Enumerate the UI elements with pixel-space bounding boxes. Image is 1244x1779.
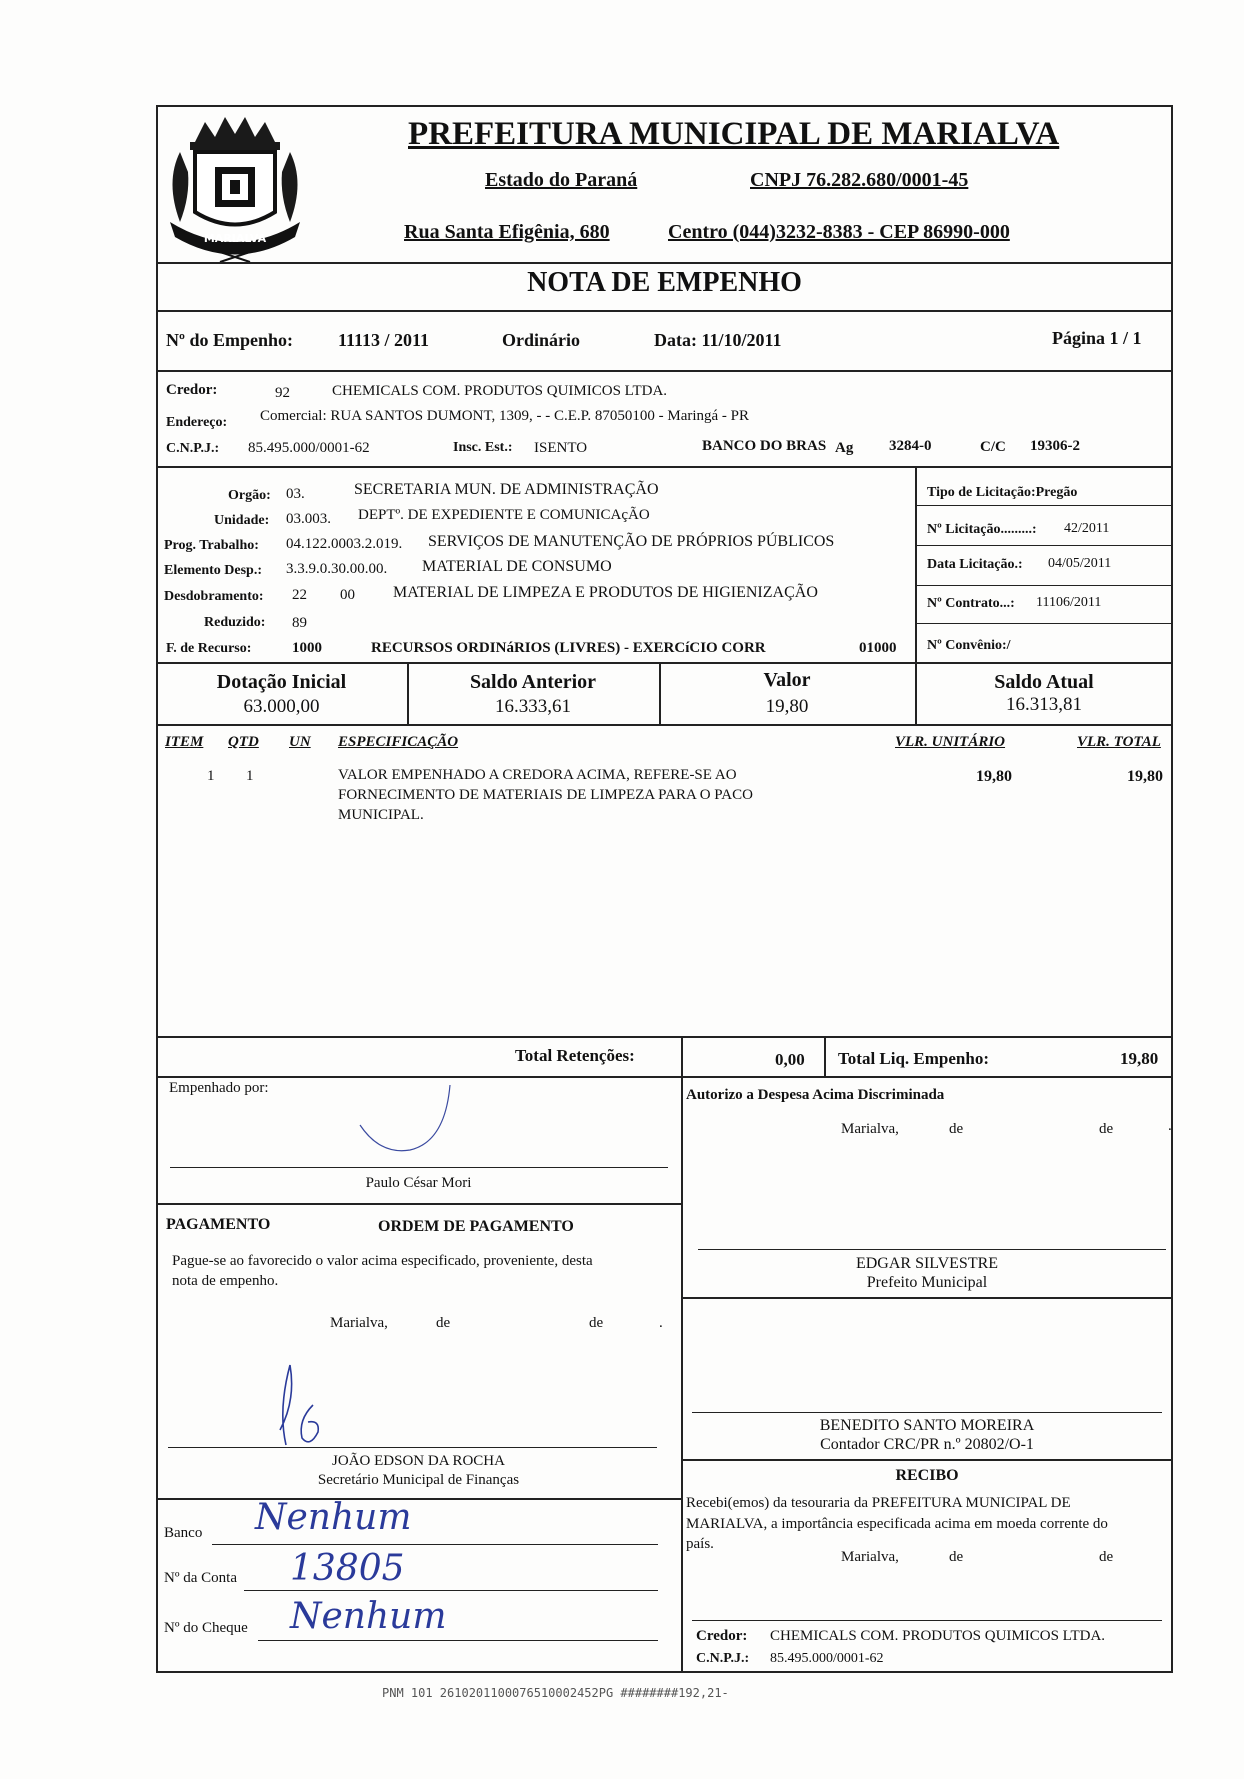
- ordem-pagamento-label: ORDEM DE PAGAMENTO: [378, 1218, 574, 1235]
- unidade-value: DEPTº. DE EXPEDIENTE E COMUNICAçÃO: [358, 507, 650, 523]
- unidade-code: 03.003.: [286, 511, 331, 527]
- elemento-value: MATERIAL DE CONSUMO: [422, 558, 612, 575]
- recibo-label: RECIBO: [895, 1467, 959, 1484]
- vlr-unitario-header: VLR. UNITÁRIO: [895, 734, 1006, 750]
- saldo-atual-value: 16.313,81: [1006, 694, 1082, 715]
- recibo-de2: de: [1099, 1549, 1114, 1565]
- desdobramento-code1: 22: [292, 587, 307, 603]
- orgao-label: Orgão:: [228, 488, 271, 503]
- banco-field-value: Nenhum: [255, 1497, 412, 1538]
- prog-value: SERVIÇOS DE MANUTENÇÃO DE PRÓPRIOS PÚBLICOS: [428, 533, 835, 550]
- licitacao-data: 04/05/2011: [1048, 556, 1112, 571]
- conta-label: C/C: [980, 439, 1006, 455]
- desdobramento-code2: 00: [340, 587, 355, 603]
- cnpj-label: CNPJ 76.282.680/0001-45: [750, 169, 969, 191]
- recibo-credor-value: CHEMICALS COM. PRODUTOS QUIMICOS LTDA.: [770, 1628, 1106, 1644]
- empenhado-por-name: Paulo César Mori: [365, 1175, 472, 1191]
- saldo-anterior-label: Saldo Anterior: [469, 671, 597, 693]
- recibo-city: Marialva,: [841, 1549, 899, 1565]
- contrato-value: 11106/2011: [1036, 595, 1102, 610]
- handwritten-initials-icon: [268, 1360, 328, 1450]
- saldo-anterior-value: 16.333,61: [495, 696, 571, 717]
- page-number: Página 1 / 1: [1052, 328, 1142, 348]
- especificacao-header: ESPECIFICAÇÃO: [338, 734, 459, 750]
- valor-value: 19,80: [765, 696, 809, 717]
- contador-role: Contador CRC/PR n.º 20802/O-1: [820, 1436, 1034, 1453]
- total-liquido-value: 19,80: [1120, 1049, 1159, 1068]
- address-rest: Centro (044)3232-8383 - CEP 86990-000: [668, 221, 1010, 243]
- reduzido-label: Reduzido:: [204, 615, 266, 630]
- recibo-credor-label: Credor:: [696, 1628, 748, 1644]
- desdobramento-value: MATERIAL DE LIMPEZA E PRODUTOS DE HIGIENIZAÇÃO: [393, 584, 818, 601]
- pagamento-dot: .: [659, 1315, 663, 1331]
- fonte-recurso-label: F. de Recurso:: [166, 641, 252, 656]
- pagamento-label: PAGAMENTO: [166, 1216, 271, 1233]
- autorizo-city: Marialva,: [841, 1121, 899, 1137]
- signature-mark-icon: [350, 1080, 470, 1160]
- conta-value: 19306-2: [1030, 438, 1080, 454]
- fonte-recurso-value: RECURSOS ORDINáRIOS (LIVRES) - EXERCíCIO CORR: [371, 640, 766, 656]
- contrato-label: Nº Contrato...:: [927, 596, 1015, 611]
- dotacao-inicial-value: 63.000,00: [243, 696, 320, 717]
- dotacao-inicial-label: Dotação Inicial: [216, 671, 347, 693]
- item-number: 1: [207, 768, 215, 784]
- cheque-field-label: Nº do Cheque: [164, 1620, 248, 1636]
- empenho-number: 11113 / 2011: [338, 330, 430, 350]
- item-vlr-unitario: 19,80: [976, 768, 1012, 785]
- desdobramento-label: Desdobramento:: [164, 589, 264, 604]
- state-label: Estado do Paraná: [485, 169, 638, 191]
- footer-code: PNM 101 2610201100076510002452PG ########192,21-: [382, 1686, 729, 1700]
- pagamento-de1: de: [436, 1315, 451, 1331]
- credor-name: CHEMICALS COM. PRODUTOS QUIMICOS LTDA.: [332, 383, 668, 399]
- vlr-total-header: VLR. TOTAL: [1077, 734, 1161, 750]
- total-liquido-label: Total Liq. Empenho:: [838, 1049, 989, 1068]
- crest-text: MARIALVA: [203, 232, 267, 245]
- conta-field-value: 13805: [290, 1548, 405, 1589]
- endereco-value: Comercial: RUA SANTOS DUMONT, 1309, - - C.E.P. 87050100 - Maringá - PR: [260, 408, 750, 424]
- item-header: ITEM: [165, 734, 204, 750]
- item-description-line1: VALOR EMPENHADO A CREDORA ACIMA, REFERE-SE AO: [338, 767, 737, 783]
- licitacao-data-label: Data Licitação.:: [927, 557, 1023, 572]
- autorizo-label: Autorizo a Despesa Acima Discriminada: [686, 1087, 945, 1103]
- pagamento-de2: de: [589, 1315, 604, 1331]
- total-retencoes-label: Total Retenções:: [515, 1046, 635, 1065]
- recibo-text-line3: país.: [686, 1536, 714, 1552]
- empenho-date: Data: 11/10/2011: [654, 330, 782, 350]
- page-title: PREFEITURA MUNICIPAL DE MARIALVA: [408, 116, 1060, 152]
- reduzido-value: 89: [292, 615, 307, 631]
- orgao-code: 03.: [286, 486, 305, 502]
- banco-name: BANCO DO BRAS: [702, 438, 827, 454]
- convenio-label: Nº Convênio:/: [927, 638, 1011, 653]
- credor-cnpj: 85.495.000/0001-62: [248, 440, 370, 456]
- prog-code: 04.122.0003.2.019.: [286, 536, 403, 552]
- agencia-value: 3284-0: [889, 438, 932, 454]
- licitacao-num-label: Nº Licitação.........:: [927, 522, 1037, 537]
- empenhado-por-label: Empenhado por:: [169, 1080, 269, 1096]
- recibo-cnpj-value: 85.495.000/0001-62: [770, 1651, 884, 1666]
- unidade-label: Unidade:: [214, 513, 270, 528]
- saldo-atual-label: Saldo Atual: [994, 671, 1094, 693]
- recibo-text-line1: Recebi(emos) da tesouraria da PREFEITURA MUNICIPAL DE: [686, 1495, 1071, 1511]
- cheque-field-value: Nenhum: [290, 1596, 447, 1637]
- elemento-label: Elemento Desp.:: [164, 563, 262, 578]
- municipal-crest-icon: [160, 112, 310, 264]
- document-title: NOTA DE EMPENHO: [527, 267, 802, 298]
- banco-field-label: Banco: [164, 1525, 203, 1541]
- licitacao-num: 42/2011: [1064, 521, 1110, 536]
- autorizo-dot: .: [1168, 1118, 1172, 1134]
- secretario-name: JOÃO EDSON DA ROCHA: [332, 1453, 505, 1469]
- recibo-de1: de: [949, 1549, 964, 1565]
- secretario-role: Secretário Municipal de Finanças: [317, 1472, 520, 1488]
- insc-label: Insc. Est.:: [453, 440, 513, 455]
- item-description-line3: MUNICIPAL.: [338, 807, 424, 823]
- recibo-cnpj-label: C.N.P.J.:: [696, 1651, 750, 1666]
- credor-cnpj-label: C.N.P.J.:: [166, 441, 220, 456]
- autorizo-de1: de: [949, 1121, 964, 1137]
- item-description-line2: FORNECIMENTO DE MATERIAIS DE LIMPEZA PARA O PACO: [338, 787, 753, 803]
- agencia-label: Ag: [835, 440, 854, 456]
- credor-code: 92: [275, 385, 290, 401]
- qtd-header: QTD: [228, 734, 259, 750]
- insc-value: ISENTO: [534, 440, 588, 456]
- total-retencoes-value: 0,00: [775, 1050, 805, 1069]
- autorizo-de2: de: [1099, 1121, 1114, 1137]
- credor-label: Credor:: [166, 382, 218, 398]
- empenho-number-label: Nº do Empenho:: [166, 330, 293, 350]
- address-street: Rua Santa Efigênia, 680: [404, 221, 610, 243]
- fonte-recurso-num: 01000: [859, 640, 897, 656]
- item-vlr-total: 19,80: [1127, 768, 1163, 785]
- recibo-text-line2: MARIALVA, a importância especificada acima em moeda corrente do: [686, 1516, 1108, 1532]
- orgao-value: SECRETARIA MUN. DE ADMINISTRAÇÃO: [354, 481, 659, 498]
- pagamento-text-line2: nota de empenho.: [172, 1273, 279, 1289]
- prefeito-name: EDGAR SILVESTRE: [855, 1255, 999, 1272]
- fonte-recurso-code: 1000: [292, 640, 322, 656]
- contador-name: BENEDITO SANTO MOREIRA: [819, 1417, 1035, 1434]
- elemento-code: 3.3.9.0.30.00.00.: [286, 561, 388, 577]
- prefeito-role: Prefeito Municipal: [866, 1274, 988, 1291]
- empenho-type: Ordinário: [502, 330, 581, 350]
- tipo-licitacao: Tipo de Licitação:Pregão: [927, 485, 1078, 500]
- endereco-label: Endereço:: [166, 415, 228, 430]
- un-header: UN: [289, 734, 311, 750]
- pagamento-text-line1: Pague-se ao favorecido o valor acima especificado, proveniente, desta: [172, 1253, 593, 1269]
- prog-label: Prog. Trabalho:: [164, 538, 259, 553]
- conta-field-label: Nº da Conta: [164, 1570, 237, 1586]
- pagamento-city: Marialva,: [330, 1315, 388, 1331]
- valor-label: Valor: [763, 669, 811, 691]
- item-qtd: 1: [246, 768, 254, 784]
